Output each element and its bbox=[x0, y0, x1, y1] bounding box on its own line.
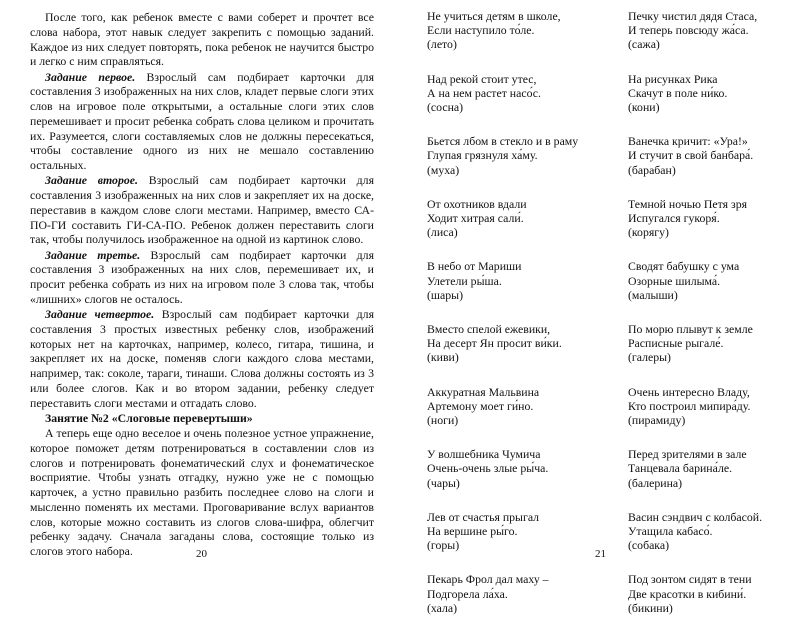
riddle-line: На рисунках Рика bbox=[628, 71, 718, 86]
riddle bbox=[427, 510, 578, 553]
riddle-answer: (муха) bbox=[427, 162, 460, 177]
riddle-line: Сводят бабушку с ума bbox=[628, 259, 740, 274]
riddle-line: На вершине ры́го. bbox=[427, 524, 518, 539]
riddle-line: Перед зрителями в зале bbox=[628, 447, 747, 462]
riddle-line: Испугался гукоря́. bbox=[628, 211, 720, 226]
riddle-line: Над рекой стоит утес, bbox=[427, 71, 537, 86]
riddle bbox=[427, 197, 578, 240]
riddle bbox=[427, 572, 578, 615]
riddle-answer: (барабан) bbox=[628, 162, 676, 177]
riddle bbox=[628, 447, 762, 490]
riddle-line: Под зонтом сидят в тени bbox=[628, 572, 752, 587]
riddle bbox=[427, 447, 578, 490]
riddle-line: Кто построил мипира́ду. bbox=[628, 398, 751, 413]
riddle-line: У волшебника Чумича bbox=[427, 447, 541, 462]
riddle-answer: (ноги) bbox=[427, 413, 459, 428]
riddle-line: Очень интересно Владу, bbox=[628, 384, 750, 399]
riddle-answer: (кони) bbox=[628, 100, 660, 115]
riddle-answer: (лиса) bbox=[427, 225, 458, 240]
riddle-line: Артемону моет ги́но. bbox=[427, 398, 534, 413]
riddle-line: Скачут в поле ни́ко. bbox=[628, 85, 728, 100]
riddle-line: Утащила кабасо́. bbox=[628, 524, 713, 539]
riddle-line: В небо от Мариши bbox=[427, 259, 522, 274]
task-2-paragraph bbox=[30, 173, 374, 247]
riddle-answer: (бикини) bbox=[628, 600, 673, 615]
riddle-line: Ходит хитрая сали́. bbox=[427, 211, 524, 226]
riddle bbox=[427, 259, 578, 302]
riddle bbox=[628, 385, 762, 428]
riddle-answer: (галеры) bbox=[628, 350, 671, 365]
riddle-line: Две красотки в кибини́. bbox=[628, 586, 747, 601]
riddle bbox=[427, 385, 578, 428]
task-2-text: Взрослый сам подбирает карточки для составления 3 изображенных на них слов и закрепляет их на доске, переставив в каждом слове слоги местами. Например, вместо СА-ПО-ГИ составить ГИ-СА-ПО. Ребенок должен переставить слоги так, чтобы получилось изображенное на одной из картинок слово. bbox=[30, 173, 374, 247]
riddle-answer: (балерина) bbox=[628, 475, 683, 490]
riddle-answer: (шары) bbox=[427, 287, 464, 302]
riddle-column-1 bbox=[427, 9, 578, 635]
riddle-line: Пекарь Фрол дал маху – bbox=[427, 572, 549, 587]
riddle-answer: (малыши) bbox=[628, 287, 678, 302]
task-4-paragraph bbox=[30, 307, 374, 410]
riddle bbox=[427, 322, 578, 365]
riddle-answer: (корягу) bbox=[628, 225, 669, 240]
task-3-paragraph bbox=[30, 248, 374, 307]
task-1-paragraph bbox=[30, 70, 374, 173]
riddle-line: Бьется лбом в стекло и в раму bbox=[427, 134, 579, 149]
intro-paragraph: После того, как ребенок вместе с вами соберет и прочтет все слова набора, этот навык следует закрепить с помощью заданий. Каждое из них следует повторять, пока ребенок не научится быстро и легко с ним справляться. bbox=[30, 10, 374, 69]
riddle-answer: (пирамиду) bbox=[628, 413, 686, 428]
riddle-answer: (собака) bbox=[628, 538, 670, 553]
riddle bbox=[628, 259, 762, 302]
riddle bbox=[628, 9, 762, 52]
task-4-text: Взрослый сам подбирает карточки для составления 3 простых известных ребенку слов, изображений которых нет на карточках, например, колесо, гитара, тишина, и закрепляет их на доске, поменяв слоги каждого слова местами, например, так: соколе, тараги, тинаши. Слова должны состоять из 3 или более слогов. Как и во втором задании, ребенку следует переставить слоги местами и отгадать слово. bbox=[30, 307, 374, 410]
page-number-right: 21 bbox=[595, 548, 606, 560]
riddle-answer: (горы) bbox=[427, 538, 460, 553]
task-3-text: Взрослый сам подбирает карточки для составления 3 изображенных на них слов, перемешивает их, и просит ребенка собрать из них на игровом поле 3 слова так, чтобы «лишних» слогов не осталось. bbox=[30, 247, 374, 306]
riddle-answer: (сажа) bbox=[628, 37, 660, 52]
riddle-line: Печку чистил дядя Стаса, bbox=[628, 9, 758, 23]
riddle-line: Озорные шилыма́. bbox=[628, 273, 721, 288]
task-3-title: Задание третье. bbox=[45, 247, 141, 262]
riddle bbox=[628, 197, 762, 240]
riddle-line: Улетели ры́ша. bbox=[427, 273, 502, 288]
task-1-text: Взрослый сам подбирает карточки для составления 3 изображенных на них слов, кладет первые слоги этих слов на игровое поле открытыми, а остальные слоги этих слов перемешивает и просит ребенка собрать слова целиком и прочитать их. Разумеется, слоги составляемых слов не должны пересекаться, чтобы составление одного из них не мешало составлению остальных. bbox=[30, 69, 374, 172]
riddle-answer: (чары) bbox=[427, 475, 460, 490]
task-2-title: Задание второе. bbox=[45, 173, 138, 188]
riddle-answer: (хала) bbox=[427, 600, 458, 615]
riddle bbox=[628, 510, 762, 553]
lesson-heading: Занятие №2 «Слоговые перевертыши» bbox=[45, 410, 253, 425]
riddle bbox=[628, 134, 762, 177]
riddle bbox=[628, 572, 762, 615]
task-1-title: Задание первое. bbox=[45, 69, 136, 84]
riddle-line: А на нем растет насо́с. bbox=[427, 85, 541, 100]
left-page-text bbox=[30, 10, 374, 559]
riddle-answer: (лето) bbox=[427, 37, 457, 52]
riddle-line: И теперь повсюду жа́са. bbox=[628, 23, 749, 38]
riddle bbox=[628, 72, 762, 115]
riddle-line: Вместо спелой ежевики, bbox=[427, 322, 551, 337]
riddle-line: По морю плывут к земле bbox=[628, 322, 753, 337]
riddle-line: От охотников вдали bbox=[427, 196, 527, 211]
riddle-line: Расписные рыгале́. bbox=[628, 336, 724, 351]
riddle-line: Подгорела ла́ха. bbox=[427, 586, 508, 601]
page-number-left: 20 bbox=[196, 548, 207, 560]
riddle bbox=[427, 134, 578, 177]
riddle-answer: (киви) bbox=[427, 350, 459, 365]
lesson-paragraph: А теперь еще одно веселое и очень полезное устное упражнение, которое поможет детям потренироваться в составлении слов из слогов и потренировать фонематический слух и фонематическое восприятие. Чтобы узнать отгадку, нужно уже не с помощью карточек, а устно правильно разбить последнее слово на слоги и мысленно поменять их местами. Проговаривание вслух вариантов слов, которые можно составить из слогов слова-шифра, облегчит ребенку задачу. Сначала загаданы слова, состоящие только из слогов этого набора. bbox=[30, 426, 374, 558]
riddle-line: И стучит в свой банбара́. bbox=[628, 148, 754, 163]
riddle-column-2 bbox=[628, 9, 762, 635]
riddle-line: Темной ночью Петя зря bbox=[628, 196, 748, 211]
riddle-line: Очень-очень злые ры́ча. bbox=[427, 461, 549, 476]
riddle-line: Ванечка кричит: «Ура!» bbox=[628, 134, 748, 149]
riddle bbox=[427, 72, 578, 115]
riddle-line: На десерт Ян просит ви́ки. bbox=[427, 336, 562, 351]
riddle bbox=[427, 9, 578, 52]
riddle-line: Танцевала барина́ле. bbox=[628, 461, 733, 476]
riddle-line: Не учиться детям в школе, bbox=[427, 9, 561, 23]
riddle-line: Васин сэндвич с колбасой. bbox=[628, 509, 763, 524]
riddle bbox=[628, 322, 762, 365]
task-4-title: Задание четвертое. bbox=[45, 307, 155, 321]
riddle-line: Аккуратная Мальвина bbox=[427, 384, 540, 399]
riddle-line: Глупая грязнуля ха́му. bbox=[427, 148, 538, 163]
riddle-answer: (сосна) bbox=[427, 100, 464, 115]
riddle-line: Если наступило то́ле. bbox=[427, 23, 535, 38]
riddle-line: Лев от счастья прыгал bbox=[427, 509, 540, 524]
